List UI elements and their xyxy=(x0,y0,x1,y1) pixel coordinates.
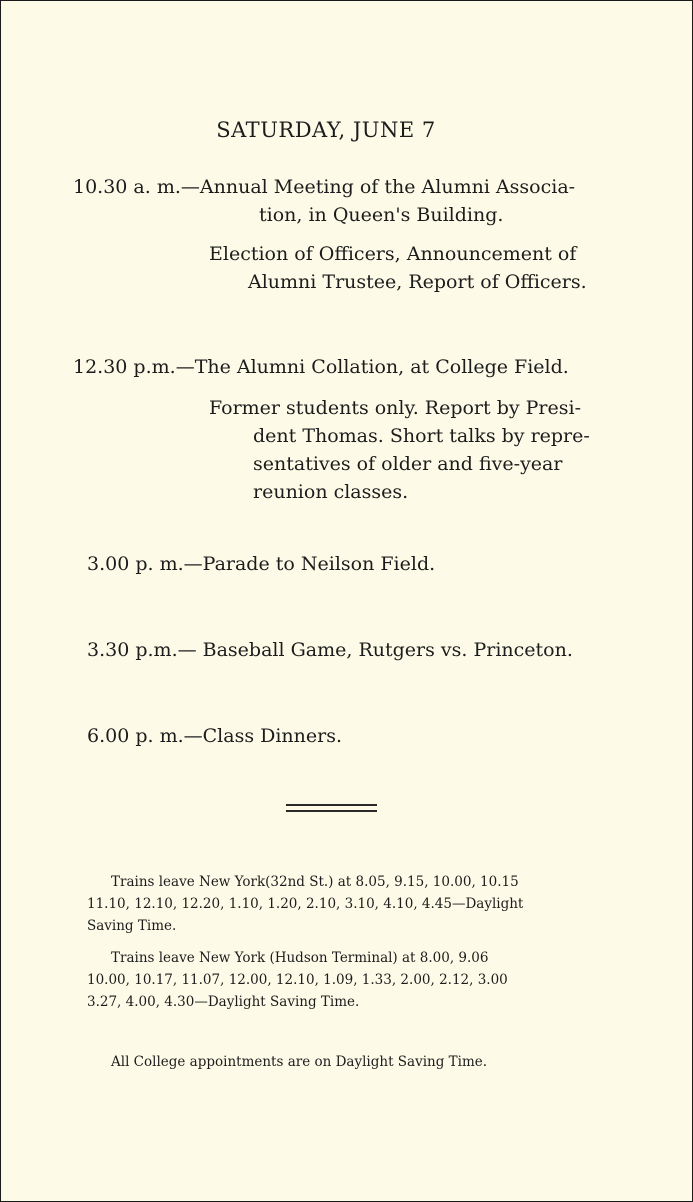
trains-hudson-line-2: 10.00, 10.17, 11.07, 12.00, 12.10, 1.09, 1.33, 2.00, 2.12, 3.00 xyxy=(87,972,508,988)
trains-32nd-line-1: Trains leave New York(32nd St.) at 8.05, 9.15, 10.00, 10.15 xyxy=(111,874,519,890)
day-heading: SATURDAY, JUNE 7 xyxy=(216,118,436,142)
divider-rule-top xyxy=(286,804,377,806)
event-1031-detail-2: Alumni Trustee, Report of Officers. xyxy=(248,271,587,293)
divider-rule-bottom xyxy=(286,810,377,812)
footer-note: All College appointments are on Daylight Saving Time. xyxy=(111,1054,488,1070)
event-1230-detail-2: dent Thomas. Short talks by repre- xyxy=(253,425,590,447)
event-1230-detail-3: sentatives of older and five-year xyxy=(253,453,563,475)
trains-hudson-line-3: 3.27, 4.00, 4.30—Daylight Saving Time. xyxy=(87,994,360,1010)
event-1031-detail-1: Election of Officers, Announcement of xyxy=(209,243,577,265)
event-1230-detail-4: reunion classes. xyxy=(253,481,409,503)
trains-32nd-line-2: 11.10, 12.10, 12.20, 1.10, 1.20, 2.10, 3.10, 4.10, 4.45—Daylight xyxy=(87,896,524,912)
event-1230-detail-1: Former students only. Report by Presi- xyxy=(209,397,581,419)
event-1230-time-title: 12.30 p.m.—The Alumni Collation, at College Field. xyxy=(73,356,569,378)
event-1031-time-title: 10.30 a. m.—Annual Meeting of the Alumni Associa- xyxy=(73,176,576,198)
event-1031-location: tion, in Queen's Building. xyxy=(259,204,504,226)
trains-hudson-line-1: Trains leave New York (Hudson Terminal) at 8.00, 9.06 xyxy=(111,950,489,966)
event-0330-baseball: 3.30 p.m.— Baseball Game, Rutgers vs. Princeton. xyxy=(87,639,573,661)
event-0300-parade: 3.00 p. m.—Parade to Neilson Field. xyxy=(87,553,436,575)
event-0600-dinners: 6.00 p. m.—Class Dinners. xyxy=(87,725,343,747)
trains-32nd-line-3: Saving Time. xyxy=(87,918,177,934)
